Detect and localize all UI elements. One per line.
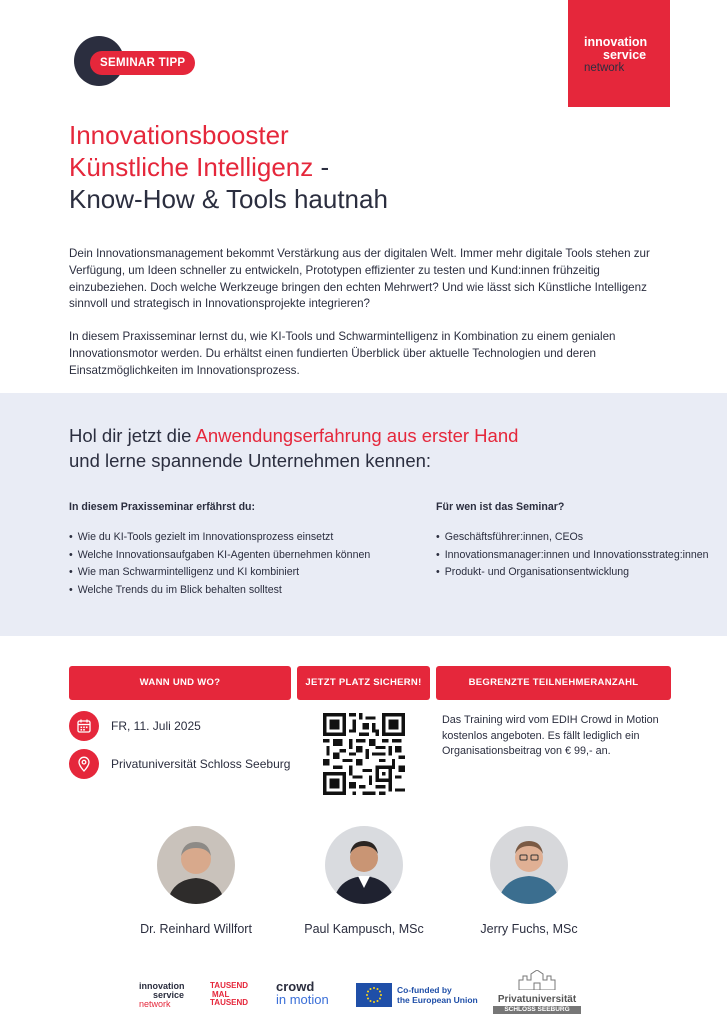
uni-line-2: SCHLOSS SEEBURG [493,1006,581,1014]
isn-line-1: innovation [139,981,185,991]
tmt-line-3: TAUSEND [210,998,249,1007]
location-pin-icon [69,749,99,779]
list-item: • Produkt- und Organisationsentwicklung [436,564,709,582]
register-button[interactable]: JETZT PLATZ SICHERN! [297,666,430,700]
title-line-1: Innovationsbooster [69,120,289,150]
list-item: • Innovationsmanager:innen und Innovationsstrateg:innen [436,547,709,565]
eu-line-1: Co-funded by [397,985,452,995]
crowd-line-1: crowd [276,979,315,994]
limited-seats-header: BEGRENZTE TEILNEHMERANZAHL [436,666,671,700]
list-item: • Wie du KI-Tools gezielt im Innovationsprozess einsetzt [69,529,370,547]
speaker-card [116,826,276,936]
page-title [69,119,388,215]
brand-line-3: network [584,62,625,74]
title-line-3: Know-How & Tools hautnah [69,184,388,214]
crowd-line-2: in motion [276,992,329,1007]
brand-logo [568,0,670,107]
list-item: • Wie man Schwarmintelligenz und KI kombiniert [69,564,370,582]
castle-icon [515,970,559,990]
intro-paragraph-2: In diesem Praxisseminar lernst du, wie KI-Tools und Schwarmintelligenz in Kombination zu einem genialen Innovationsmotor werden. Du erhältst einen fundierten Überblick über aktuelle Technologien und deren Einsatzmöglichkeiten im Innovationsprozess. [69,330,616,377]
seminar-badge [74,36,204,88]
partner-logo-schloss-seeburg [493,970,581,1014]
partner-logo-tausendmaltausend [210,982,248,1008]
event-date [69,711,201,741]
partner-logo-eu [356,983,478,1007]
intro-text [69,246,669,380]
eu-line-2: the European Union [397,995,478,1005]
speaker-photo [157,826,235,904]
partner-logo-isn [139,982,185,1009]
band-heading-prefix: Hol dir jetzt die [69,425,196,446]
list-item: • Geschäftsführer:innen, CEOs [436,529,709,547]
when-where-header: WANN UND WO? [69,666,291,700]
event-date-text: FR, 11. Juli 2025 [111,719,201,733]
registration-qr-code[interactable] [323,713,405,795]
isn-line-3: network [139,999,171,1009]
band-heading [69,423,518,473]
speaker-name: Dr. Reinhard Willfort [140,922,252,936]
learning-goals [69,501,370,599]
calendar-icon [69,711,99,741]
brand-line-1: innovation [584,35,648,49]
badge-label: SEMINAR TIPP [90,51,195,75]
eu-flag-icon [356,983,392,1007]
uni-line-1: Privatuniversität [497,994,577,1005]
target-audience-heading: Für wen ist das Seminar? [436,501,565,513]
tmt-line-1: TAUSEND [210,981,249,990]
speaker-card [284,826,444,936]
brand-line-2: service [603,48,647,62]
title-line-2-suffix: - [313,152,330,182]
intro-paragraph-1: Dein Innovationsmanagement bekommt Verstärkung aus der digitalen Welt. Immer mehr digitale Tools stehen zur Verfügung, um Ideen schneller zu entwickeln, Prototypen effizienter zu testen und Kund:innen frühzeitig einzubeziehen. Doch welche Werkzeuge bringen den echten Mehrwert? Und wie lässt sich Künstliche Intelligenz sinnvoll und strategisch in Innovationsprojekte integrieren? [69,247,650,311]
speaker-name: Jerry Fuchs, MSc [480,922,578,936]
title-line-2: Künstliche Intelligenz [69,152,314,182]
band-heading-highlight: Anwendungserfahrung aus erster Hand [195,425,519,446]
event-location-text: Privatuniversität Schloss Seeburg [111,757,291,771]
event-location [69,749,290,779]
learning-goals-heading: In diesem Praxisseminar erfährst du: [69,501,256,513]
partner-logo-crowd-in-motion [276,980,329,1006]
isn-line-2: service [153,990,185,1000]
speaker-card [449,826,609,936]
speaker-photo [325,826,403,904]
tmt-line-2: MAL [212,989,230,999]
list-item: • Welche Innovationsaufgaben KI-Agenten übernehmen können [69,547,370,565]
list-item: • Welche Trends du im Blick behalten solltest [69,582,370,600]
speaker-name: Paul Kampusch, MSc [304,922,424,936]
speaker-photo [490,826,568,904]
target-audience [436,501,709,582]
fee-info: Das Training wird vom EDIH Crowd in Motion kostenlos angeboten. Es fällt lediglich ein Organisationsbeitrag von € 99,- an. [442,714,659,757]
band-heading-line-2: und lerne spannende Unternehmen kennen: [69,450,432,471]
